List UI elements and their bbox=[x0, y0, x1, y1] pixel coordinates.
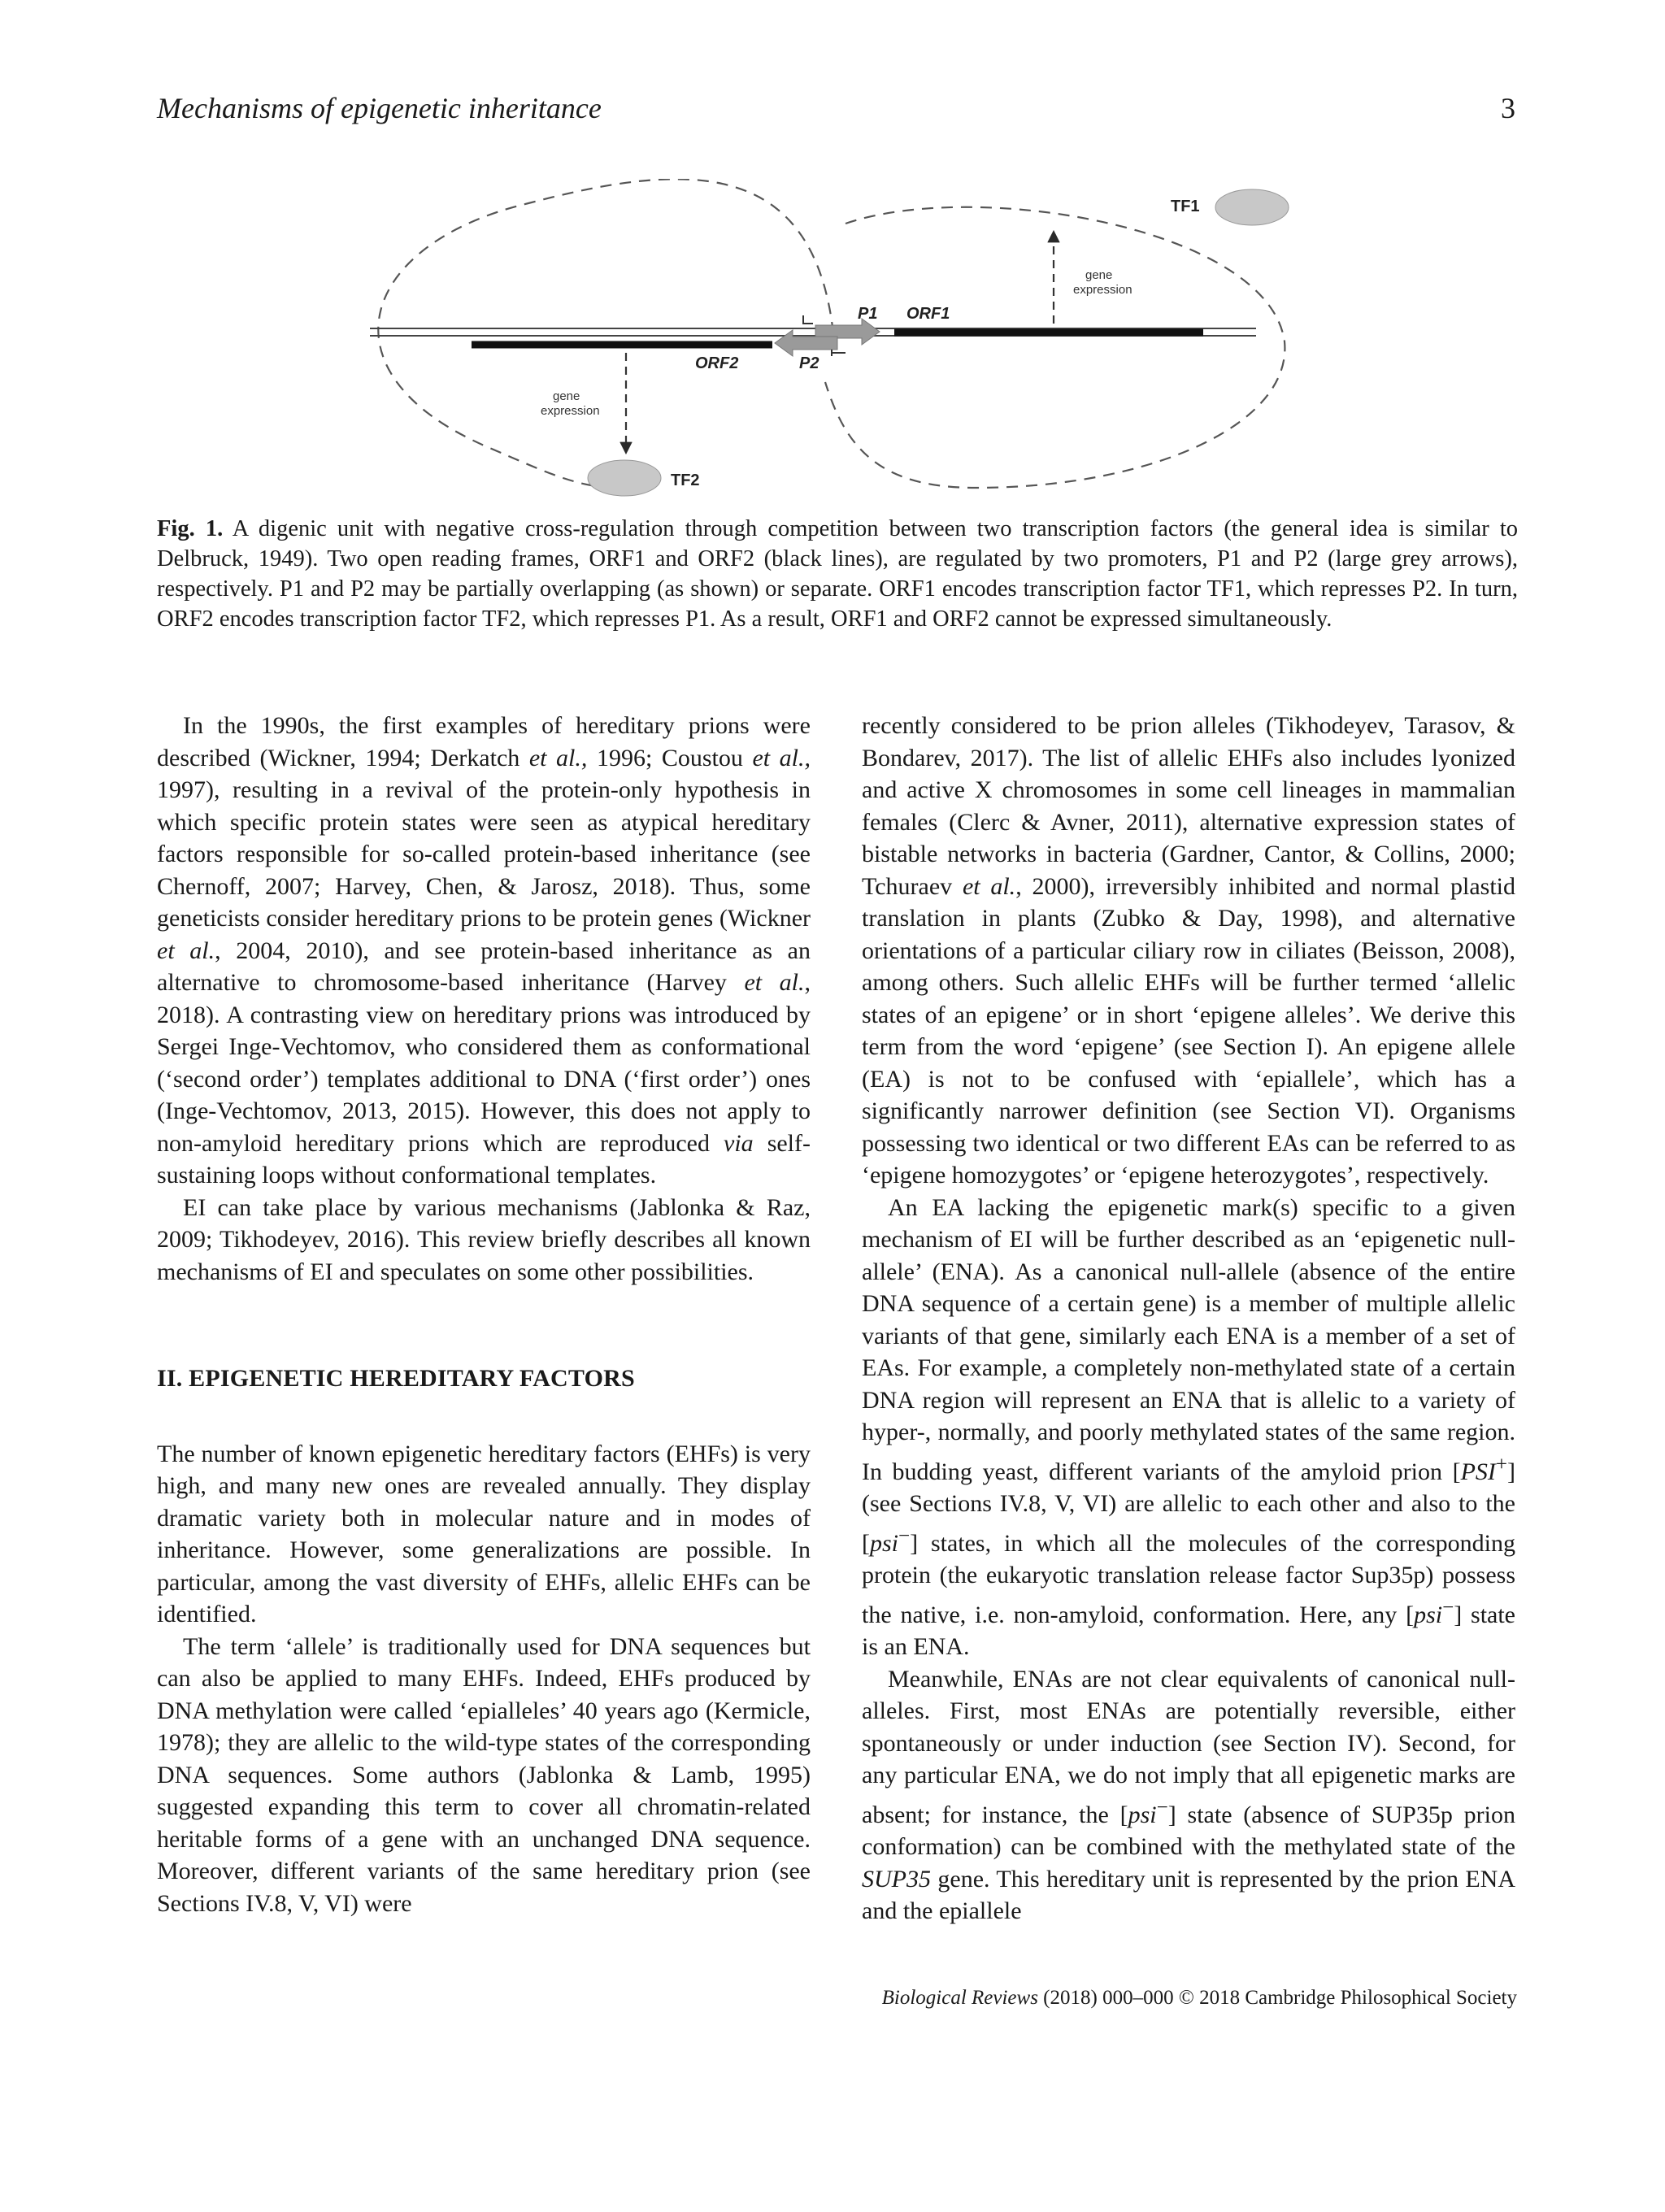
figure-1-diagram bbox=[358, 179, 1317, 504]
tf2-label: TF2 bbox=[671, 472, 700, 489]
left-paragraph-3: The number of known epigenetic hereditary factors (EHFs) is very high, and many new ones are revealed annually. They display dramatic variety both in molecular nature and in modes of inheritance. However, some generalizations are possible. In particular, among the vast diversity of EHFs, allelic EHFs can be identified. bbox=[157, 1440, 811, 1627]
right-paragraph-2: An EA lacking the epigenetic mark(s) specific to a given mechanism of EI will be further described as an ‘epigenetic null-allele’ (ENA). As a canonical null-allele (absence of the entire DNA sequence of a certain gene) is a member of multiple allelic variants of that gene, similarly each ENA is a member of a set of EAs. For example, a completely non-methylated state of a certain DNA region will represent an ENA that is allelic to a variety of hyper-, normally, and poorly methylated states of the same region. In budding yeast, different variants of the amyloid prion [PSI+] (see Sections IV.8, V, VI) are allelic to each other and also to the [psi−] states, in which all the molecules of the corresponding protein (the eukaryotic translation release factor Sup35p) possess the native, i.e. non-amyloid, conformation. Here, any [psi−] state is an ENA. bbox=[862, 1193, 1516, 1660]
tf1-label: TF1 bbox=[1171, 198, 1200, 215]
p1-repression-mark bbox=[803, 315, 813, 324]
footer-copyright: (2018) 000–000 © 2018 Cambridge Philosophical Society bbox=[1037, 1987, 1517, 2009]
gene-expression-top-line2: expression bbox=[1073, 283, 1132, 297]
p2-label: P2 bbox=[799, 354, 819, 372]
tf2-regulatory-loop bbox=[825, 207, 1285, 488]
tf1-regulatory-loop bbox=[378, 179, 833, 488]
figure-caption bbox=[157, 514, 1518, 634]
p1-label: P1 bbox=[858, 305, 878, 323]
left-paragraph-2: EI can take place by various mechanisms (Jablonka & Raz, 2009; Tikhodeyev, 2016). This review briefly describes all known mechanisms of EI and speculates on some other possibilities. bbox=[157, 1193, 811, 1285]
tf1-ellipse bbox=[1215, 189, 1289, 225]
right-paragraph-3: Meanwhile, ENAs are not clear equivalents of canonical null-alleles. First, most ENAs are potentially reversible, either spontaneously or under induction (see Section IV). Second, for any particular ENA, we do not imply that all epigenetic marks are absent; for instance, the [psi−] state (absence of SUP35p prion conformation) can be combined with the methylated state of the SUP35 gene. This hereditary unit is represented by the prion ENA and the epiallele bbox=[862, 1665, 1515, 1924]
left-paragraph-4: The term ‘allele’ is traditionally used for DNA sequences but can also be applied to many EHFs. Indeed, EHFs produced by DNA methylation were called ‘epialleles’ 40 years ago (Kermicle, 1978); they are allelic to the wild-type states of the corresponding DNA sequences. Some authors (Jablonka & Lamb, 1995) suggested expanding this term to cover all chromatin-related heritable forms of a gene with an unchanged DNA sequence. Moreover, different variants of the same hereditary prion (see Sections IV.8, V, VI) were bbox=[157, 1632, 811, 1917]
caption-label: Fig. 1. bbox=[157, 516, 224, 541]
gene-expression-bottom-line1: gene bbox=[553, 389, 580, 403]
tf2-ellipse bbox=[588, 460, 661, 496]
left-column bbox=[157, 710, 811, 1919]
right-column bbox=[862, 710, 1515, 1927]
caption-text: A digenic unit with negative cross-regulation through competition between two transcription factors (the general idea is similar to Delbruck, 1949). Two open reading frames, ORF1 and ORF2 (black lines), are regulated by two promoters, P1 and P2 (large grey arrows), respectively. P1 and P2 may be partially overlapping (as shown) or separate. ORF1 encodes transcription factor TF1, which represses P2. In turn, ORF2 encodes transcription factor TF2, which represses P1. As a result, ORF1 and ORF2 cannot be expressed simultaneously. bbox=[157, 516, 1518, 632]
section-heading: II. EPIGENETIC HEREDITARY FACTORS bbox=[157, 1365, 635, 1392]
footer-journal: Biological Reviews bbox=[881, 1987, 1038, 2009]
orf1-label: ORF1 bbox=[906, 305, 950, 323]
page-footer bbox=[882, 1987, 1517, 2010]
gene-expression-top-line1: gene bbox=[1085, 268, 1113, 282]
page-number: 3 bbox=[1501, 92, 1515, 124]
orf2-label: ORF2 bbox=[695, 354, 739, 372]
left-paragraph-1: In the 1990s, the first examples of hereditary prions were described (Wickner, 1994; Derkatch et al., 1996; Coustou et al., 1997), resulting in a revival of the protein-only hypothesis in which specific protein states were seen as atypical hereditary factors responsible for so-called protein-based inheritance (see Chernoff, 2007; Harvey, Chen, & Jarosz, 2018). Thus, some geneticists consider hereditary prions to be protein genes (Wickner et al., 2004, 2010), and see protein-based inheritance as an alternative to chromosome-based inheritance (Harvey et al., 2018). A contrasting view on hereditary prions was introduced by Sergei Inge-Vechtomov, who considered them as conformational (‘second order’) templates additional to DNA (‘first order’) ones (Inge-Vechtomov, 2013, 2015). However, this does not apply to non-amyloid hereditary prions which are reproduced via self-sustaining loops without conformational templates. bbox=[157, 712, 811, 1189]
running-title: Mechanisms of epigenetic inheritance bbox=[157, 92, 602, 124]
right-paragraph-1: recently considered to be prion alleles (Tikhodeyev, Tarasov, & Bondarev, 2017). The list of allelic EHFs also includes lyonized and active X chromosomes in some cell lineages in mammalian females (Clerc & Avner, 2011), alternative expression states of bistable networks in bacteria (Gardner, Cantor, & Collins, 2000; Tchuraev et al., 2000), irreversibly inhibited and normal plastid translation in plants (Zubko & Day, 1998), and alternative orientations of a particular ciliary row in ciliates (Beisson, 2008), among others. Such allelic EHFs will be further termed ‘allelic states of an epigene’ or in short ‘epigene alleles’. We derive this term from the word ‘epigene’ (see Section I). An epigene allele (EA) is not to be confused with ‘epiallele’, which has a significantly narrower definition (see Section VI). Organisms possessing two identical or two different EAs can be referred to as ‘epigene homozygotes’ or ‘epigene heterozygotes’, respectively. bbox=[862, 712, 1515, 1189]
gene-expression-bottom-line2: expression bbox=[541, 404, 600, 418]
p2-repression-mark bbox=[832, 350, 846, 356]
